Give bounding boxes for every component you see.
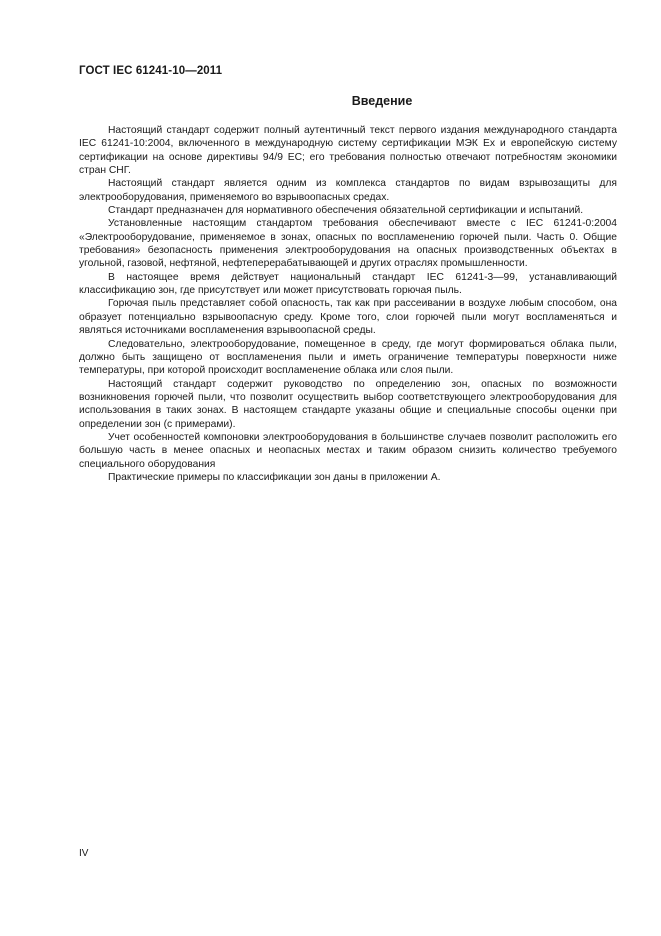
paragraph: Стандарт предназначен для нормативного обеспечения обязательной сертификации и испытаний. <box>108 205 584 217</box>
body-text <box>79 124 617 484</box>
paragraph: Установленные настоящим стандартом требования обеспечивают вместе с IEC 61241-0:2004 «Электрооборудование, применяемое в зонах, опасных по воспламенению горючей пыли. Часть 0. Общие требования» безопасность применения электрооборудования на опасных производственных объектах в угольной, газовой, нефтяной, нефтеперерабатывающей и других отраслях промышленности. <box>79 218 617 270</box>
document-code-header: ГОСТ IEC 61241-10—2011 <box>79 65 223 77</box>
paragraph: Настоящий стандарт является одним из комплекса стандартов по видам взрывозащиты для электрооборудования, применяемого во взрывоопасных средах. <box>79 178 617 203</box>
paragraph: Горючая пыль представляет собой опасность, так как при рассеивании в воздухе любым способом, она образует потенциально взрывоопасную среду. Кроме того, слои горючей пыли могут воспламеняться и являться источниками воспламенения взрывоопасной среды. <box>79 298 617 337</box>
paragraph: Следовательно, электрооборудование, помещенное в среду, где могут формироваться облака пыли, должно быть защищено от воспламенения пыли и иметь ограничение температуры поверхности ниже температуры, при которой происходит воспламенение облака или слоя пыли. <box>79 338 617 377</box>
section-title: Введение <box>351 94 413 108</box>
paragraph: В настоящее время действует национальный стандарт IEC 61241-3—99, устанавливающий классификацию зон, где присутствует или может присутствовать горючая пыль. <box>79 271 617 297</box>
page-number: IV <box>79 848 89 859</box>
paragraph: Практические примеры по классификации зон даны в приложении А. <box>108 471 441 483</box>
paragraph: Настоящий стандарт содержит полный аутентичный текст первого издания международного стандарта IEC 61241-10:2004, включенного в международную систему сертификации МЭК Ex и европейскую систему сертификации на основе директивы 94/9 EC; его требования полностью отвечают потребностям экономики стран СНГ. <box>79 125 617 177</box>
paragraph: Настоящий стандарт содержит руководство по определению зон, опасных по возможности возникновения горючей пыли, что позволит осуществить выбор соответствующего электрооборудования для использования в таких зонах. В настоящем стандарте указаны общие и специальные способы оценки при определении зон (с примерами). <box>79 378 617 430</box>
paragraph: Учет особенностей компоновки электрооборудования в большинстве случаев позволит расположить его большую часть в менее опасных и неопасных местах и таким образом снизить количество требуемого специального оборудования <box>79 431 617 470</box>
